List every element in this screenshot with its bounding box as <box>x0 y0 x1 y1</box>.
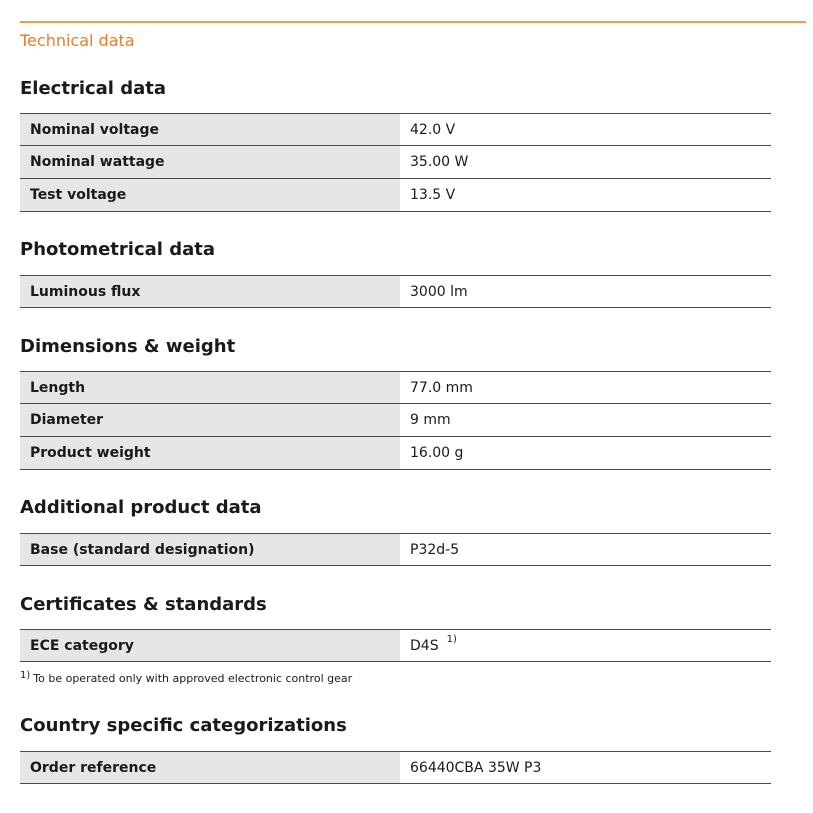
row-value: 77.0 mm <box>410 379 473 396</box>
table-row <box>20 752 771 784</box>
footnote-mark: 1) <box>20 670 31 681</box>
row-label: ECE category <box>20 630 400 661</box>
row-value-text: D4S <box>410 637 439 654</box>
photometrical-data-table <box>20 275 771 308</box>
section-heading-photometrical: Photometrical data <box>20 239 215 260</box>
accent-rule <box>20 21 806 23</box>
row-value: 3000 lm <box>410 283 468 300</box>
row-label: Length <box>20 372 400 403</box>
section-heading-electrical: Electrical data <box>20 78 167 99</box>
row-label: Test voltage <box>20 179 400 211</box>
row-value <box>400 630 771 661</box>
row-label: Order reference <box>20 752 400 783</box>
row-value: 35.00 W <box>410 154 469 170</box>
row-value: 13.5 V <box>410 187 456 203</box>
section-heading-country: Country specific categorizations <box>20 715 347 736</box>
table-row <box>20 404 771 437</box>
row-value: 16.00 g <box>410 445 464 461</box>
page-title: Technical data <box>20 31 135 50</box>
footnote-reference: 1) <box>446 634 457 645</box>
row-label: Nominal wattage <box>20 146 400 178</box>
dimensions-data-table <box>20 371 771 470</box>
certificates-data-table <box>20 629 771 662</box>
row-label: Nominal voltage <box>20 114 400 145</box>
table-row <box>20 534 771 566</box>
footnote <box>20 672 352 685</box>
additional-data-table <box>20 533 771 566</box>
row-value: 9 mm <box>410 412 451 428</box>
section-heading-certificates: Certificates & standards <box>20 594 267 615</box>
table-row <box>20 114 771 146</box>
row-value: 42.0 V <box>410 121 456 138</box>
row-label: Product weight <box>20 437 400 469</box>
table-row <box>20 372 771 404</box>
row-value: P32d-5 <box>410 541 460 558</box>
table-row <box>20 630 771 662</box>
electrical-data-table <box>20 113 771 212</box>
table-row <box>20 276 771 308</box>
country-data-table <box>20 751 771 784</box>
section-heading-additional: Additional product data <box>20 497 262 518</box>
table-row <box>20 179 771 212</box>
row-label: Base (standard designation) <box>20 534 400 565</box>
section-heading-dimensions: Dimensions & weight <box>20 336 236 357</box>
table-row <box>20 437 771 470</box>
row-value: 66440CBA 35W P3 <box>410 759 542 776</box>
row-label: Diameter <box>20 404 400 436</box>
row-label: Luminous flux <box>20 276 400 307</box>
footnote-text: To be operated only with approved electronic control gear <box>33 672 353 685</box>
table-row <box>20 146 771 179</box>
